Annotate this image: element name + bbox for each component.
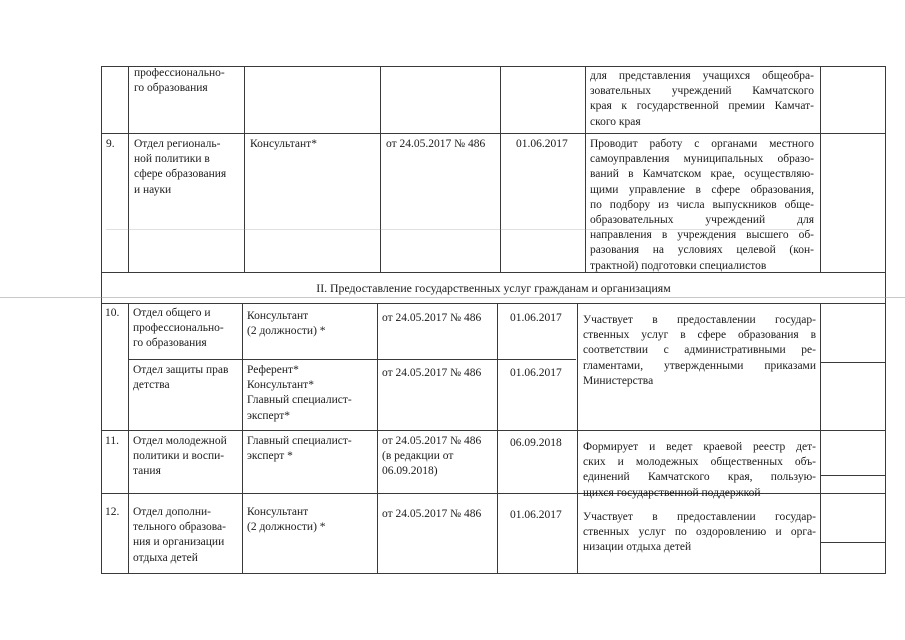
table-border bbox=[820, 542, 886, 543]
row-number: 9. bbox=[106, 138, 115, 150]
department-name: профессионально- го образования bbox=[134, 67, 225, 95]
table-border bbox=[820, 362, 886, 363]
department-name: Отдел региональ- ной политики в сфере образования и науки bbox=[134, 138, 227, 196]
table-border bbox=[101, 573, 886, 574]
order-reference: от 24.05.2017 № 486 (в редакции от 06.09.2018) bbox=[382, 435, 482, 478]
table-border bbox=[101, 133, 886, 134]
table-border bbox=[101, 66, 102, 574]
order-reference: от 24.05.2017 № 486 bbox=[382, 312, 482, 324]
row-number: 12. bbox=[105, 506, 120, 518]
positions: Консультант (2 должности) * bbox=[247, 310, 326, 338]
department-name: Отдел общего и профессионально- го образования bbox=[133, 307, 224, 350]
order-reference: от 24.05.2017 № 486 bbox=[382, 508, 482, 520]
scan-artifact bbox=[0, 297, 905, 298]
table-border bbox=[101, 430, 886, 431]
department-name: Отдел дополни- тельного образова- ния и организации отдыха детей bbox=[133, 506, 226, 564]
table-border bbox=[128, 66, 129, 272]
positions: Консультант* bbox=[250, 138, 317, 150]
table-border bbox=[101, 303, 886, 304]
effective-date: 01.06.2017 bbox=[510, 367, 562, 379]
table-border bbox=[500, 66, 501, 272]
description-text: Участвует в предоставлении государ- ственных услуг в сфере образования в соответствии с административными ре- гламентами, утвержденными приказами Министерства bbox=[583, 314, 816, 387]
table-border bbox=[497, 303, 498, 573]
positions: Референт* Консультант* Главный специалист- эксперт* bbox=[247, 364, 352, 422]
table-border bbox=[244, 66, 245, 272]
table-border bbox=[380, 66, 381, 272]
table-border bbox=[128, 303, 129, 573]
effective-date: 01.06.2017 bbox=[516, 138, 568, 150]
table-border bbox=[377, 303, 378, 573]
table-border bbox=[885, 66, 886, 574]
row-number: 10. bbox=[105, 307, 120, 319]
effective-date: 01.06.2017 bbox=[510, 509, 562, 521]
table-border bbox=[820, 475, 886, 476]
effective-date: 01.06.2017 bbox=[510, 312, 562, 324]
description-text: для представления учащихся общеобра- зовательных учреждений Камчатского края к государственной премии Камчат- ского края bbox=[590, 70, 814, 128]
order-reference: от 24.05.2017 № 486 bbox=[382, 367, 482, 379]
table-border bbox=[820, 303, 821, 573]
table-border bbox=[242, 303, 243, 573]
positions: Главный специалист- эксперт * bbox=[247, 435, 352, 463]
description-text: Проводит работу с органами местного самоуправления муниципальных образо- ваний в Камчатском крае, осуществляю- щими управление в сфере образования, по подбору из числа выпускников обще- образовательных учреждений для направления в учреждения высшего об- разования на условиях целевой (кон- трактной) подготовки специалистов bbox=[590, 138, 814, 272]
section-heading: II. Предоставление государственных услуг гражданам и организациям bbox=[316, 281, 671, 295]
description-text: Участвует в предоставлении государ- ственных услуг по оздоровлению и орга- низации отдыха детей bbox=[583, 511, 816, 554]
effective-date: 06.09.2018 bbox=[510, 437, 562, 449]
order-reference: от 24.05.2017 № 486 bbox=[386, 138, 486, 150]
row-number: 11. bbox=[105, 435, 119, 447]
table-border bbox=[577, 303, 578, 573]
positions: Консультант (2 должности) * bbox=[247, 506, 326, 534]
table-border bbox=[820, 66, 821, 272]
table-border bbox=[585, 66, 586, 272]
department-name: Отдел молодежной политики и воспи- тания bbox=[133, 435, 227, 478]
description-text: Формирует и ведет краевой реестр дет- ских и молодежных общественных объ- единений Камчатского края, пользую- щихся государственной поддержкой bbox=[583, 441, 816, 499]
department-name: Отдел защиты прав детства bbox=[133, 364, 229, 392]
table-border bbox=[128, 359, 576, 360]
